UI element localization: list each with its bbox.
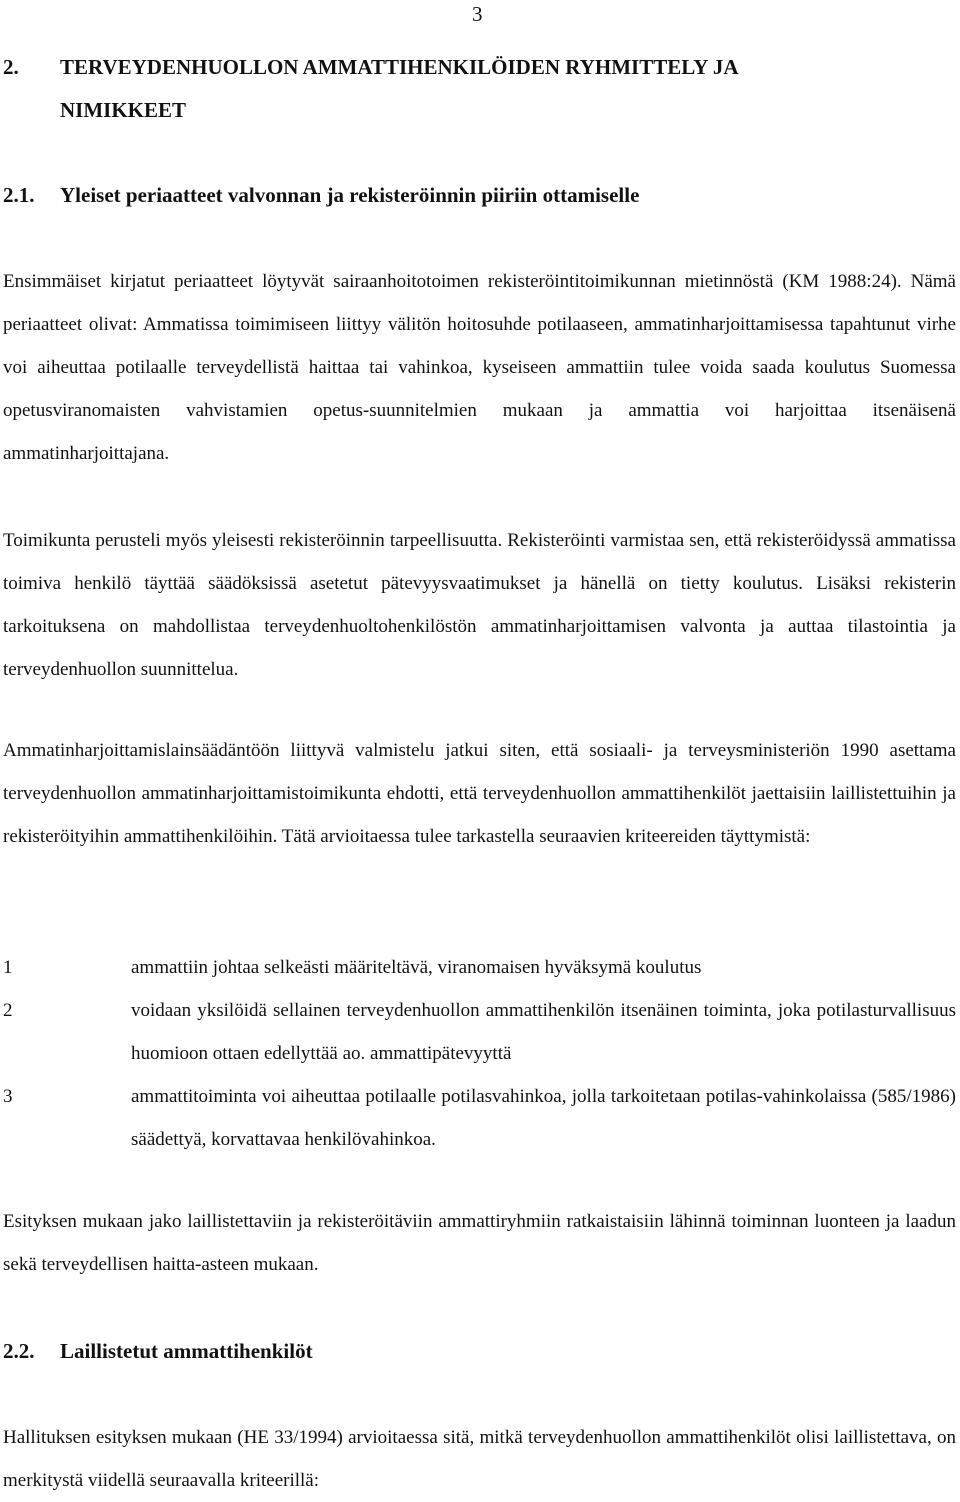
section-heading-2 <box>3 46 903 132</box>
criteria-text: ammattiin johtaa selkeästi määriteltävä, viranomaisen hyväksymä koulutus <box>131 957 702 978</box>
section-number: 2. <box>3 55 19 79</box>
paragraph-legislation-preparation: Ammatinharjoittamislainsäädäntöön liittyvä valmistelu jatkui siten, että sosiaali- ja terveysministeriön 1990 asettama terveydenhuollon ammatinharjoittamistoimikunta ehdotti, että terveydenhuollon ammattihenkilöt jaettaisiin laillistettuihin ja rekisteröityihin ammattihenkilöihin. Tätä arvioitaessa tulee tarkastella seuraavien kriteereiden täyttymistä: <box>3 740 956 847</box>
criteria-marker: 1 <box>3 957 13 978</box>
criteria-item <box>3 989 956 1075</box>
criteria-item <box>3 946 956 989</box>
paragraph-government-proposal: Hallituksen esityksen mukaan (HE 33/1994) arvioitaessa sitä, mitkä terveydenhuollon ammattihenkilöt olisi laillistettava, on merkitystä viidellä seuraavalla kriteerillä: <box>3 1427 956 1491</box>
paragraph-registration-principles: Ensimmäiset kirjatut periaatteet löytyvät sairaanhoitotoimen rekisteröintitoimikunnan mietinnöstä (KM 1988:24). Nämä periaatteet olivat: Ammatissa toimimiseen liittyy välitön hoitosuhde potilaaseen, ammatinharjoittamisessa tapahtunut virhe voi aiheuttaa potilaalle terveydellistä haittaa tai vahinkoa, kyseiseen ammattiin tulee voida saada koulutus Suomessa opetusviranomaisten vahvistamien opetus-suunnitelmien mukaan ja ammattia voi harjoittaa itsenäisenä ammatinharjoittajana. <box>3 271 956 464</box>
criteria-text: ammattitoiminta voi aiheuttaa potilaalle potilasvahinkoa, jolla tarkoitetaan potilas-vahinkolaissa (585/1986) säädettyä, korvattavaa henkilövahinkoa. <box>131 1086 956 1150</box>
subsection-heading-2-1 <box>3 174 639 217</box>
criteria-marker: 2 <box>3 1000 13 1021</box>
criteria-item <box>3 1075 956 1161</box>
subsection-heading-2-2 <box>3 1330 313 1373</box>
subsection-number: 2.1. <box>3 183 35 207</box>
criteria-list <box>3 946 956 1161</box>
paragraph-committee-rationale: Toimikunta perusteli myös yleisesti rekisteröinnin tarpeellisuutta. Rekisteröinti varmistaa sen, että rekisteröidyssä ammatissa toimiva henkilö täyttää säädöksissä asetetut pätevyysvaatimukset ja hänellä on tietty koulutus. Lisäksi rekisterin tarkoituksena on mahdollistaa terveydenhuoltohenkilöstön ammatinharjoittamisen valvonta ja auttaa tilastointia ja terveydenhuollon suunnittelua. <box>3 530 956 680</box>
criteria-text: voidaan yksilöidä sellainen terveydenhuollon ammattihenkilön itsenäinen toiminta, joka potilasturvallisuus huomioon ottaen edellyttää ao. ammattipätevyyttä <box>131 1000 956 1064</box>
section-title: TERVEYDENHUOLLON AMMATTIHENKILÖIDEN RYHMITTELY JA NIMIKKEET <box>60 55 738 122</box>
subsection-title: Yleiset periaatteet valvonnan ja rekisteröinnin piiriin ottamiselle <box>60 183 640 207</box>
criteria-marker: 3 <box>3 1086 13 1107</box>
subsection-number: 2.2. <box>3 1339 35 1363</box>
subsection-title: Laillistetut ammattihenkilöt <box>60 1339 313 1363</box>
page-number: 3 <box>472 2 483 26</box>
paragraph-classification-basis: Esityksen mukaan jako laillistettaviin ja rekisteröitäviin ammattiryhmiin ratkaistaisiin lähinnä toiminnan luonteen ja laadun sekä terveydellisen haitta-asteen mukaan. <box>3 1211 956 1275</box>
